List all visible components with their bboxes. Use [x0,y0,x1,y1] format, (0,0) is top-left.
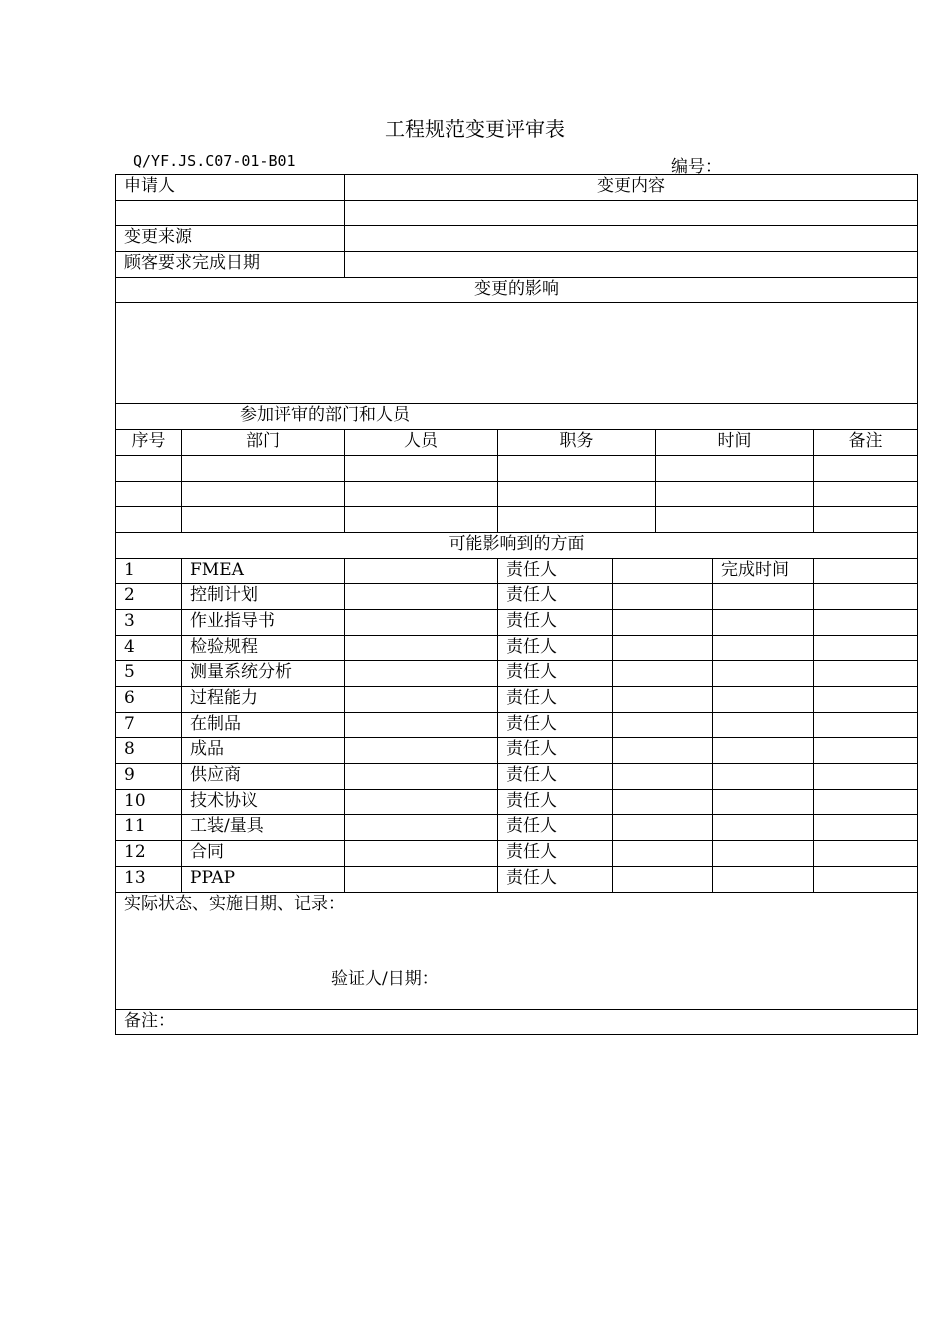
form-title: 工程规范变更评审表 [385,117,565,141]
responsible-field[interactable] [613,584,713,610]
cell[interactable] [498,455,656,481]
responsible-label: 责任人 [498,687,613,713]
change-source-label: 变更来源 [116,226,345,252]
completion-time-field[interactable] [713,841,814,867]
responsible-field[interactable] [613,738,713,764]
aspect-no: 6 [116,687,182,713]
aspect-no: 7 [116,712,182,738]
completion-extra-field[interactable] [814,866,918,892]
aspect-no: 3 [116,609,182,635]
completion-time-field[interactable] [713,815,814,841]
doc-code: Q/YF.JS.C07-01-B01 [133,152,296,170]
cell[interactable] [345,455,498,481]
responsible-label: 责任人 [498,841,613,867]
completion-extra-field[interactable] [814,815,918,841]
responsible-field[interactable] [613,789,713,815]
aspect-field[interactable] [345,661,498,687]
aspect-name: 作业指导书 [182,609,345,635]
completion-time-label: 完成时间 [713,558,814,584]
aspect-name: 在制品 [182,712,345,738]
aspect-field[interactable] [345,789,498,815]
impact-header: 变更的影响 [116,277,918,303]
completion-extra-field[interactable] [814,789,918,815]
responsible-field[interactable] [613,764,713,790]
customer-date-label: 顾客要求完成日期 [116,252,345,278]
cell[interactable] [116,455,182,481]
change-review-table [115,174,918,1035]
cell[interactable] [498,481,656,507]
aspect-name: 控制计划 [182,584,345,610]
responsible-field[interactable] [613,661,713,687]
aspect-name: 供应商 [182,764,345,790]
aspect-no: 1 [116,558,182,584]
completion-time-field[interactable] [713,712,814,738]
customer-date-field[interactable] [345,252,918,278]
cell[interactable] [116,507,182,533]
applicant-field[interactable] [116,200,345,226]
completion-extra-field[interactable] [814,764,918,790]
cell[interactable] [182,507,345,533]
aspect-row [116,841,918,867]
impact-field[interactable] [116,303,918,404]
aspect-field[interactable] [345,609,498,635]
responsible-field[interactable] [613,866,713,892]
review-header: 参加评审的部门和人员 [116,404,918,430]
responsible-field[interactable] [613,635,713,661]
aspect-field[interactable] [345,584,498,610]
aspect-row [116,815,918,841]
responsible-label: 责任人 [498,712,613,738]
completion-time-field[interactable] [713,584,814,610]
aspect-row [116,738,918,764]
responsible-label: 责任人 [498,584,613,610]
remarks-label: 备注： [124,1010,175,1031]
aspect-field[interactable] [345,764,498,790]
cell[interactable] [498,507,656,533]
cell[interactable] [814,481,918,507]
aspect-no: 8 [116,738,182,764]
completion-time-field[interactable] [713,738,814,764]
aspect-row [116,789,918,815]
aspect-name: 工装/量具 [182,815,345,841]
col-header-no: 序号 [116,430,182,456]
cell[interactable] [656,455,814,481]
aspect-name: 测量系统分析 [182,661,345,687]
review-row [116,455,918,481]
change-source-field[interactable] [345,226,918,252]
aspect-field[interactable] [345,866,498,892]
aspect-row [116,584,918,610]
aspect-row [116,764,918,790]
aspect-row [116,635,918,661]
col-header-time: 时间 [656,430,814,456]
aspect-no: 10 [116,789,182,815]
responsible-field[interactable] [613,841,713,867]
responsible-label: 责任人 [498,558,613,584]
aspect-name: 过程能力 [182,687,345,713]
aspect-row [116,558,918,584]
aspect-no: 13 [116,866,182,892]
col-header-position: 职务 [498,430,656,456]
cell[interactable] [345,507,498,533]
completion-time-field[interactable] [713,609,814,635]
applicant-label: 申请人 [116,175,345,201]
aspect-field[interactable] [345,712,498,738]
responsible-label: 责任人 [498,738,613,764]
col-header-dept: 部门 [182,430,345,456]
change-content-label: 变更内容 [345,175,918,201]
aspect-field[interactable] [345,815,498,841]
aspect-no: 4 [116,635,182,661]
col-header-remark: 备注 [814,430,918,456]
responsible-field[interactable] [613,609,713,635]
aspect-field[interactable] [345,841,498,867]
aspect-no: 11 [116,815,182,841]
actual-status-label: 实际状态、实施日期、记录： [124,893,345,914]
change-content-field[interactable] [345,200,918,226]
aspect-field[interactable] [345,558,498,584]
aspect-row [116,661,918,687]
aspect-row [116,609,918,635]
completion-time-field[interactable] [814,558,918,584]
responsible-label: 责任人 [498,635,613,661]
responsible-label: 责任人 [498,789,613,815]
aspect-no: 12 [116,841,182,867]
responsible-field[interactable] [613,815,713,841]
cell[interactable] [345,481,498,507]
responsible-label: 责任人 [498,764,613,790]
completion-time-field[interactable] [713,635,814,661]
aspect-no: 9 [116,764,182,790]
responsible-label: 责任人 [498,815,613,841]
aspect-no: 5 [116,661,182,687]
responsible-label: 责任人 [498,661,613,687]
responsible-field[interactable] [613,558,713,584]
completion-extra-field[interactable] [814,687,918,713]
aspect-name: FMEA [182,558,345,584]
completion-extra-field[interactable] [814,661,918,687]
responsible-field[interactable] [613,712,713,738]
aspect-no: 2 [116,584,182,610]
completion-time-field[interactable] [713,764,814,790]
completion-extra-field[interactable] [814,584,918,610]
aspect-row [116,712,918,738]
completion-time-field[interactable] [713,687,814,713]
aspects-header: 可能影响到的方面 [116,532,918,558]
aspect-name: 合同 [182,841,345,867]
aspect-name: 技术协议 [182,789,345,815]
responsible-label: 责任人 [498,866,613,892]
actual-status-field[interactable] [116,892,918,1009]
responsible-field[interactable] [613,687,713,713]
aspect-name: 成品 [182,738,345,764]
cell[interactable] [656,481,814,507]
aspect-name: 检验规程 [182,635,345,661]
cell[interactable] [656,507,814,533]
completion-time-field[interactable] [713,661,814,687]
completion-extra-field[interactable] [814,841,918,867]
review-row [116,507,918,533]
completion-extra-field[interactable] [814,738,918,764]
aspect-field[interactable] [345,687,498,713]
remarks-field[interactable] [116,1009,918,1035]
col-header-person: 人员 [345,430,498,456]
review-row [116,481,918,507]
completion-time-field[interactable] [713,866,814,892]
responsible-label: 责任人 [498,609,613,635]
completion-extra-field[interactable] [814,609,918,635]
serial-number-label: 编号： [671,157,722,177]
completion-time-field[interactable] [713,789,814,815]
cell[interactable] [814,507,918,533]
aspect-row [116,687,918,713]
cell[interactable] [116,481,182,507]
cell[interactable] [814,455,918,481]
cell[interactable] [182,481,345,507]
completion-extra-field[interactable] [814,712,918,738]
aspect-field[interactable] [345,738,498,764]
cell[interactable] [182,455,345,481]
aspect-row [116,866,918,892]
verifier-label: 验证人/日期： [331,968,439,989]
aspect-name: PPAP [182,866,345,892]
completion-extra-field[interactable] [814,635,918,661]
aspect-field[interactable] [345,635,498,661]
